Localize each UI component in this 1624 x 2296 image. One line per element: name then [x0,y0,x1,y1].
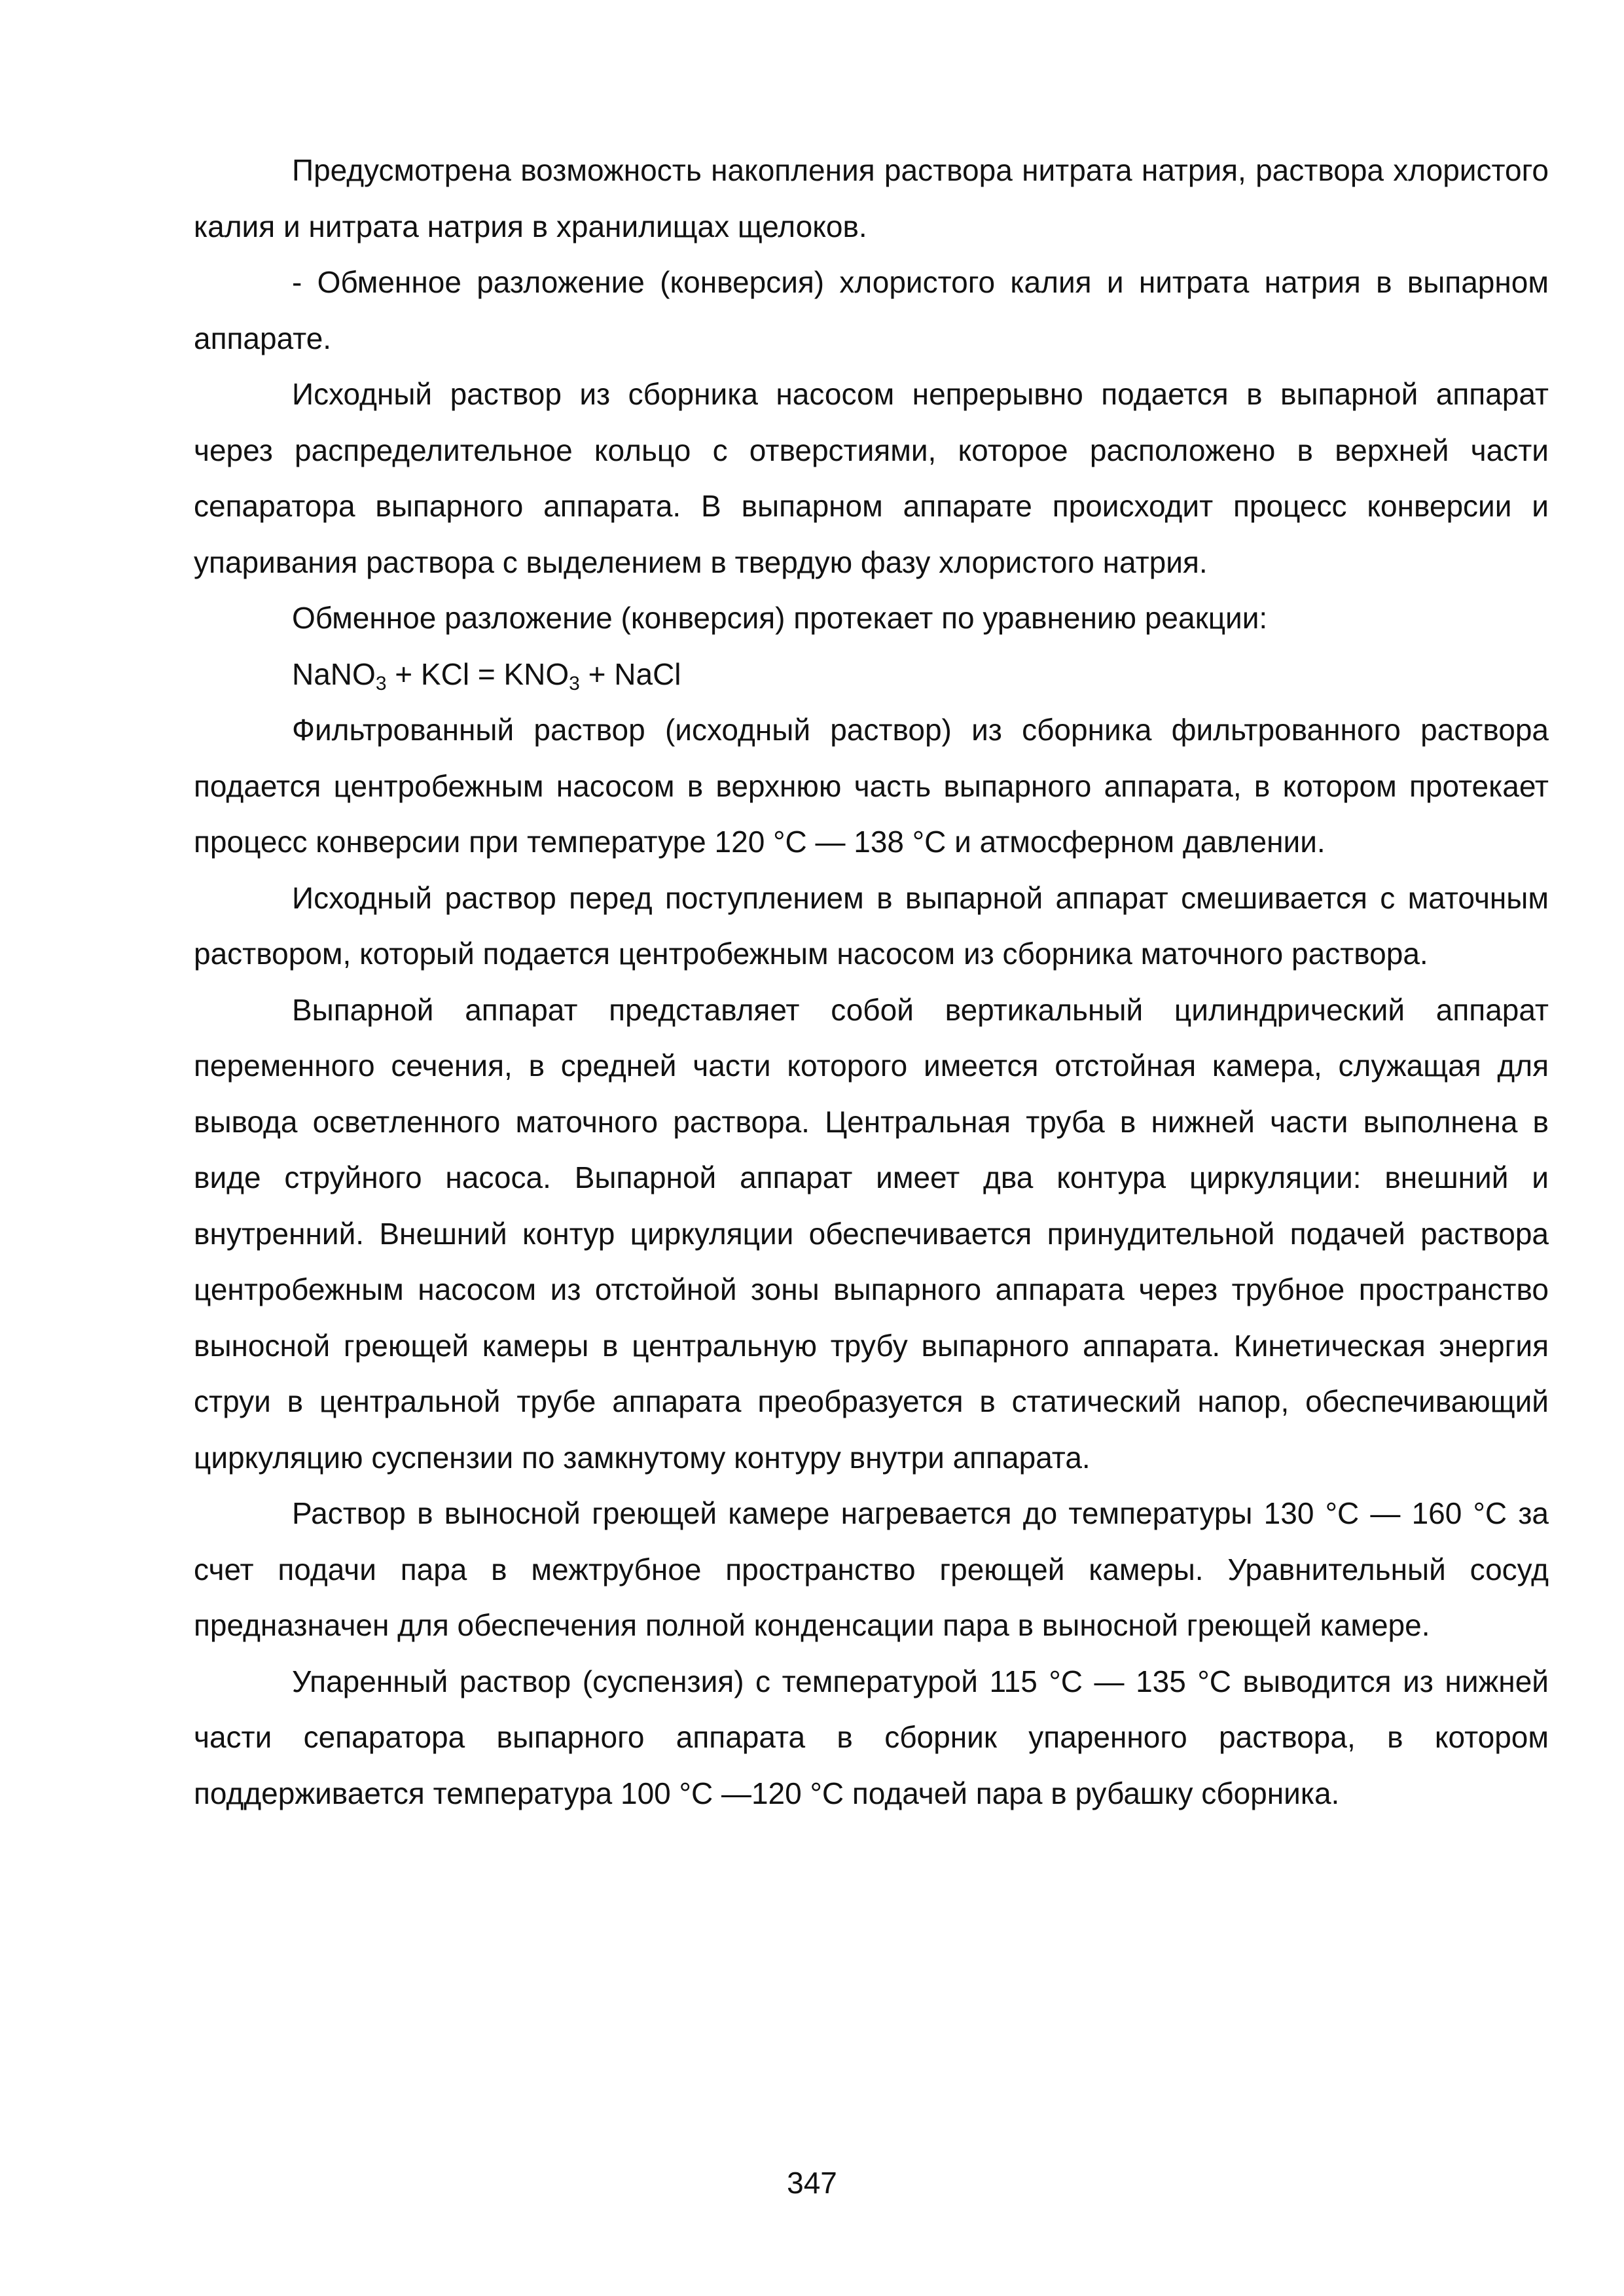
page-number: 347 [787,2166,837,2200]
paragraph-mother-liquor: Исходный раствор перед поступлением в выпарной аппарат смешивается с маточным раствором, который подается центробежным насосом из сборника маточного раствора. [194,880,1549,971]
paragraph-initial-solution: Исходный раствор из сборника насосом непрерывно подается в выпарной аппарат через распределительное кольцо с отверстиями, которое расположено в верхней части сепаратора выпарного аппарата. В выпарном аппарате происходит процесс конверсии и упаривания раствора с выделением в твердую фазу хлористого натрия. [194,377,1549,579]
paragraph-suspension-output: Упаренный раствор (суспензия) с температурой 115 °С — 135 °С выводится из нижней части сепаратора выпарного аппарата в сборник упаренного раствора, в котором поддерживается температура 100 °С —120 °С подачей пара в рубашку сборника. [194,1664,1549,1810]
paragraph-conversion-heading: - Обменное разложение (конверсия) хлористого калия и нитрата натрия в выпарном аппарате. [194,265,1549,355]
page-body [194,143,1549,1821]
paragraph-filtered-solution: Фильтрованный раствор (исходный раствор) из сборника фильтрованного раствора подается центробежным насосом в верхнюю часть выпарного аппарата, в котором протекает процесс конверсии при температуре 120 °С — 138 °С и атмосферном давлении. [194,713,1549,859]
equation-part: + KCl = KNO [386,656,569,691]
paragraph-reaction-intro: Обменное разложение (конверсия) протекает по уравнению реакции: [292,601,1268,635]
paragraph-evaporator-description: Выпарной аппарат представляет собой вертикальный цилиндрический аппарат переменного сечения, в средней части которого имеется отстойная камера, служащая для вывода осветленного маточного раствора. Центральная труба в нижней части выполнена в виде струйного насоса. Выпарной аппарат имеет два контура циркуляции: внешний и внутренний. Внешний контур циркуляции обеспечивается принудительной подачей раствора центробежным насосом из отстойной зоны выпарного аппарата через трубное пространство выносной греющей камеры в центральную трубу выпарного аппарата. Кинетическая энергия струи в центральной трубе аппарата преобразуется в статический напор, обеспечивающий циркуляцию суспензии по замкнутому контуру внутри аппарата. [194,992,1549,1475]
equation-subscript: 3 [375,672,387,694]
reaction-equation [194,647,1549,703]
paragraph-storage: Предусмотрена возможность накопления раствора нитрата натрия, раствора хлористого калия и нитрата натрия в хранилищах щелоков. [194,153,1549,243]
equation-subscript: 3 [569,672,580,694]
equation-part: + NaCl [579,656,681,691]
paragraph-heating-chamber: Раствор в выносной греющей камере нагревается до температуры 130 °С — 160 °С за счет подачи пара в межтрубное пространство греющей камеры. Уравнительный сосуд предназначен для обеспечения полной конденсации пара в выносной греющей камере. [194,1496,1549,1642]
equation-part: NaNO [292,656,376,691]
